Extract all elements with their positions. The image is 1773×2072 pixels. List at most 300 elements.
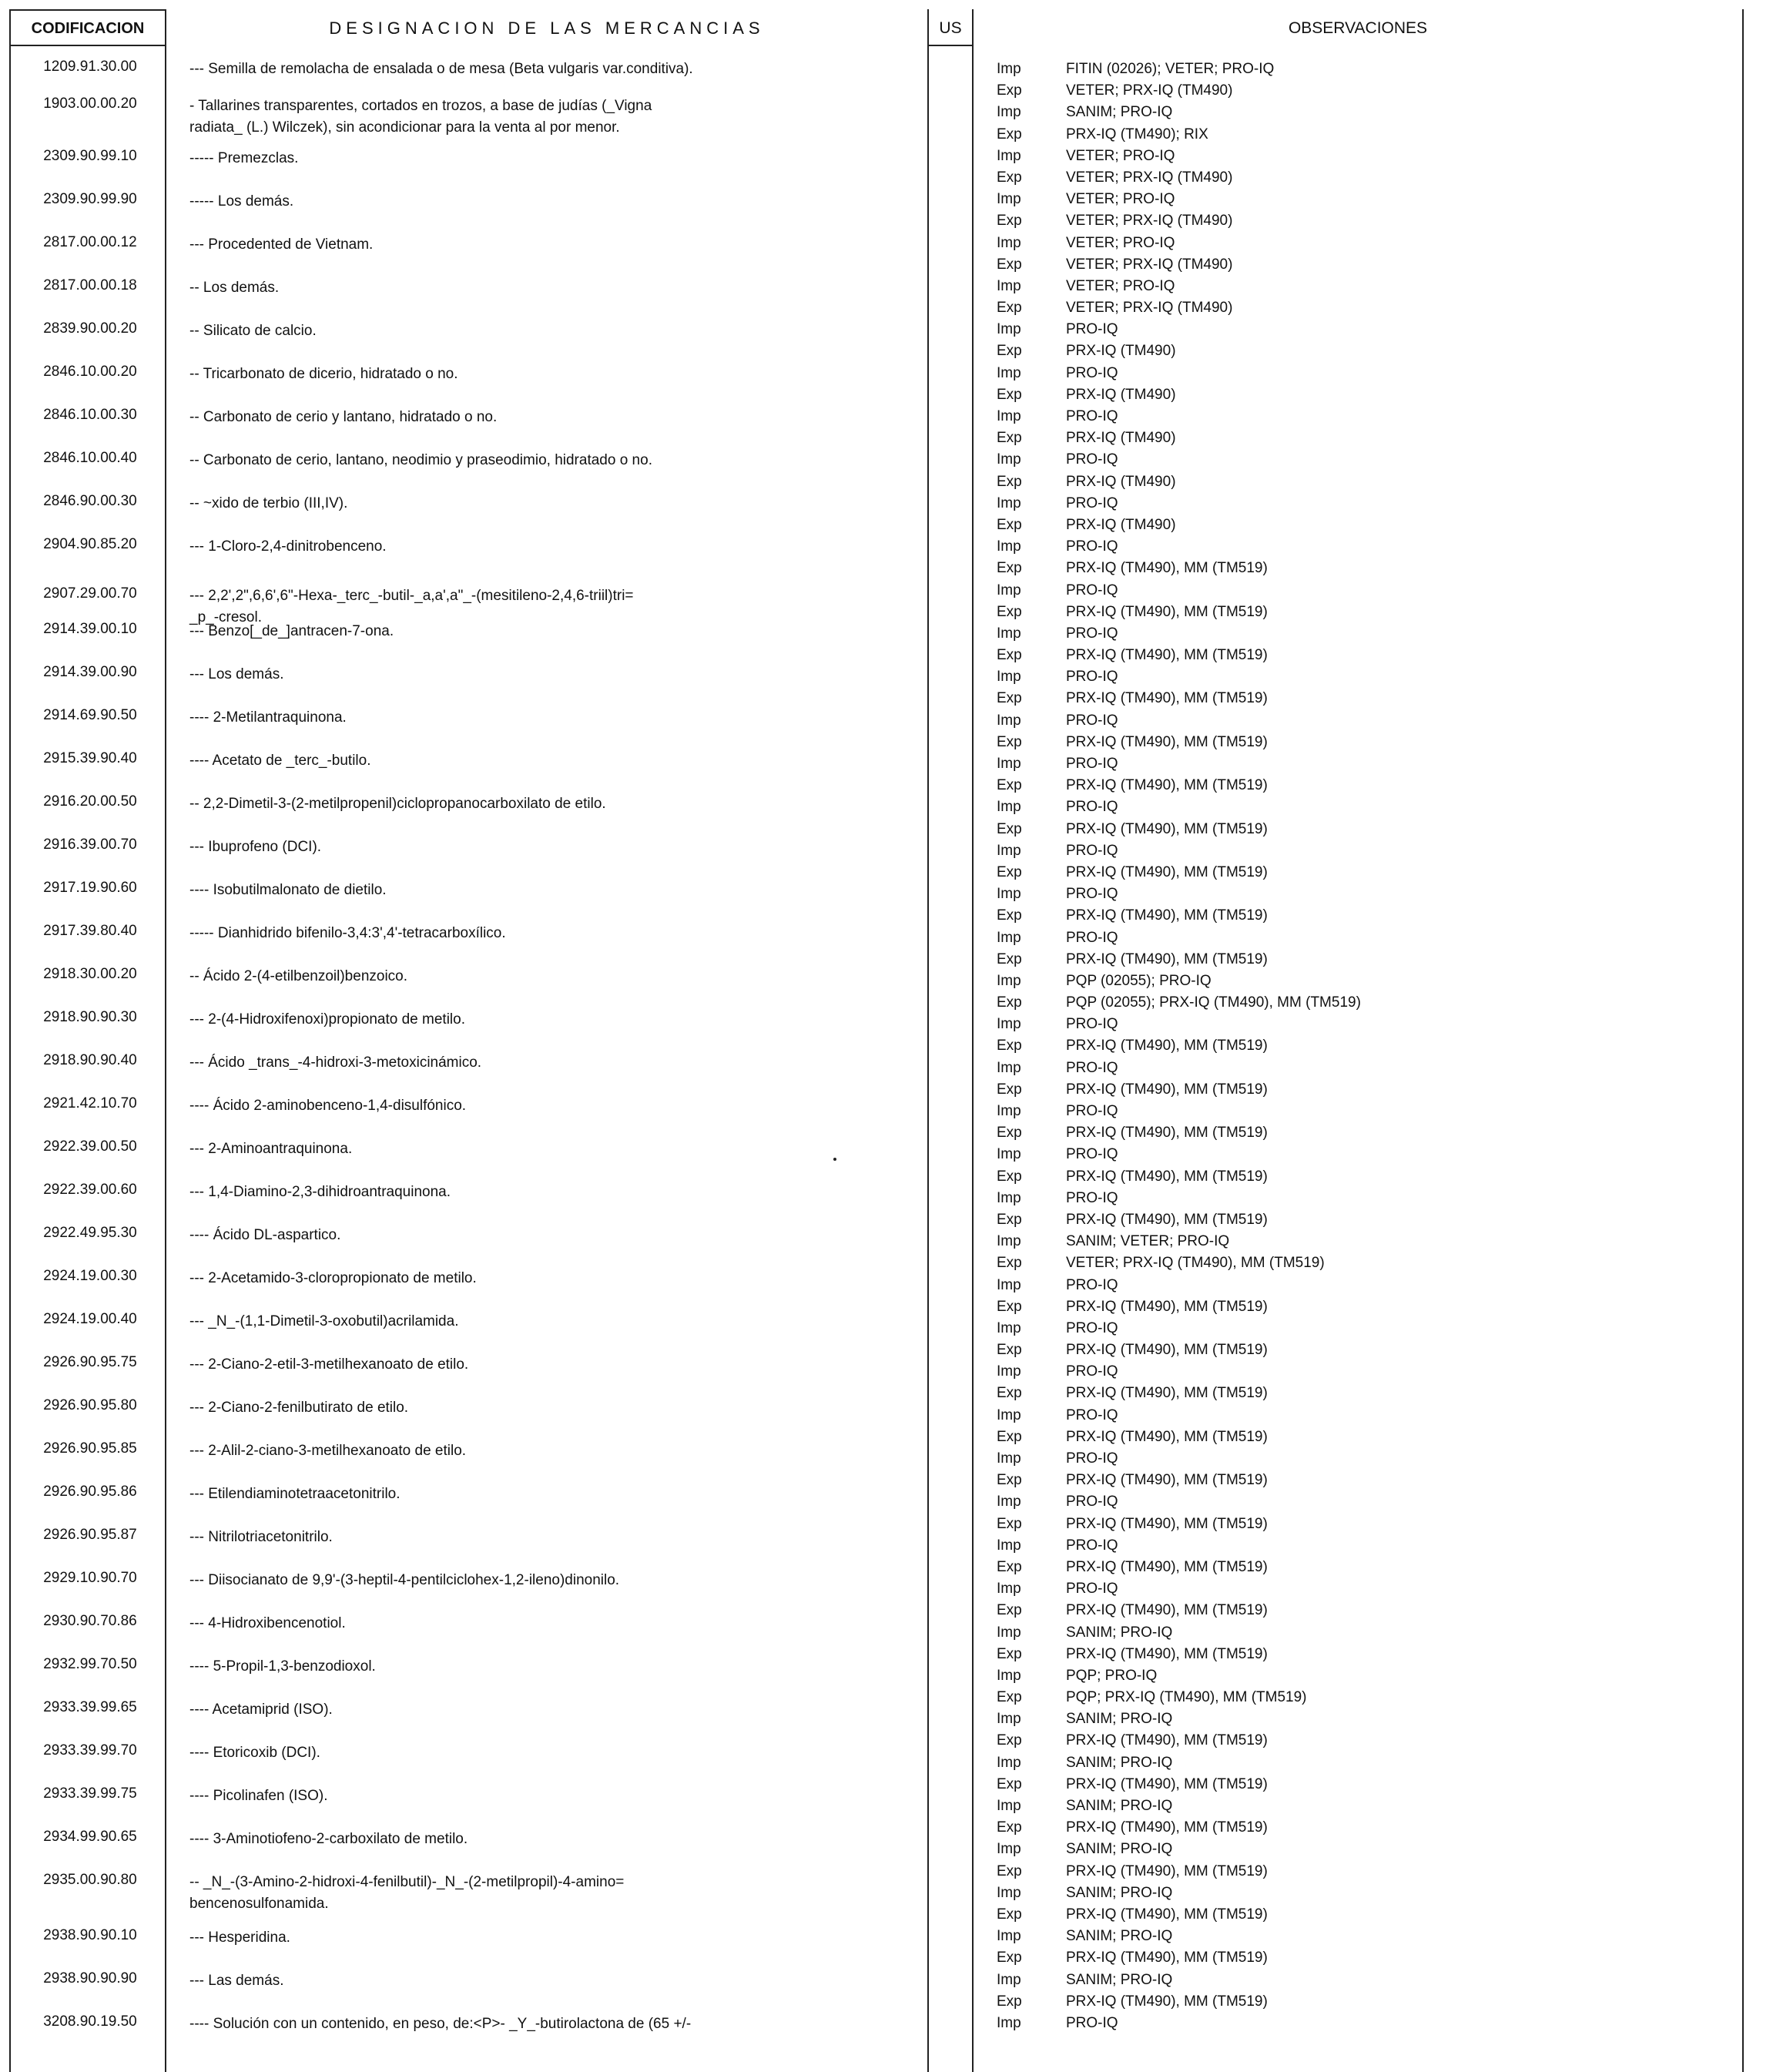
observacion-kind: Imp [997,147,1021,164]
row-code: 2914.69.90.50 [43,707,137,723]
observacion-line [997,1275,1767,1296]
row-description: --- 2-Ciano-2-etil-3-metilhexanoato de etilo. [189,1356,469,1373]
observacion-kind: Imp [997,972,1021,989]
observacion-text: PRO-IQ [1066,756,1118,772]
observacion-text: SANIM; PRO-IQ [1066,1928,1173,1945]
observacion-line [997,1687,1767,1708]
observacion-text: PRO-IQ [1066,712,1118,729]
observacion-line [997,1231,1767,1252]
row-description: --- 2-Aminoantraquinona. [189,1141,353,1157]
row-code: 2917.19.90.60 [43,880,137,896]
observacion-line [997,862,1767,883]
observacion-kind: Imp [997,2014,1021,2031]
row-description: ---- Acetamiprid (ISO). [189,1702,333,1718]
observacion-kind: Exp [997,1993,1022,2010]
observacion-line [997,1535,1767,1557]
observacion-line [997,1578,1767,1600]
row-description: --- Las demás. [189,1973,284,1989]
observacion-kind: Imp [997,1711,1021,1728]
observacion-text: PRO-IQ [1066,1189,1118,1206]
row-code: 2934.99.90.65 [43,1829,137,1845]
observacion-text: PRX-IQ (TM490), MM (TM519) [1066,1342,1268,1359]
observacion-kind: Exp [997,1862,1022,1879]
observacion-text: PRX-IQ (TM490) [1066,473,1176,490]
row-description: --- 2-Ciano-2-fenilbutirato de etilo. [189,1400,409,1416]
row-code: 2914.39.00.90 [43,664,137,680]
observacion-line [997,1101,1767,1122]
row-code: 2922.49.95.30 [43,1225,137,1241]
observacion-text: PRX-IQ (TM490), MM (TM519) [1066,1645,1268,1662]
observacion-text: SANIM; PRO-IQ [1066,1971,1173,1988]
observacion-line [997,1644,1767,1665]
observacion-kind: Exp [997,1906,1022,1923]
observacion-text: PRX-IQ (TM490), MM (TM519) [1066,1819,1268,1836]
observacion-line [997,1622,1767,1644]
row-code: 2915.39.90.40 [43,750,137,766]
observacion-kind: Imp [997,1319,1021,1336]
row-description: --- Nitrilotriacetonitrilo. [189,1529,333,1545]
observacion-text: PRX-IQ (TM490), MM (TM519) [1066,863,1268,880]
observacion-line [997,254,1767,276]
row-code: 2309.90.99.10 [43,148,137,164]
observacion-text: PRO-IQ [1066,1363,1118,1380]
row-code: 2935.00.90.80 [43,1872,137,1888]
row-description: --- Benzo[_de_]antracen-7-ona. [189,623,394,639]
row-code: 2846.10.00.40 [43,450,137,466]
observacion-kind: Exp [997,1558,1022,1575]
row-code: 2846.90.00.30 [43,493,137,509]
observacion-kind: Imp [997,669,1021,686]
row-description: ---- Etoricoxib (DCI). [189,1745,320,1761]
observacion-text: PRO-IQ [1066,1016,1118,1033]
observacion-kind: Imp [997,799,1021,816]
observacion-kind: Exp [997,1038,1022,1054]
row-code: 2926.90.95.75 [43,1354,137,1370]
observacion-kind: Imp [997,451,1021,468]
observacion-kind: Exp [997,777,1022,794]
observacion-line [997,471,1767,493]
observacion-line [997,1491,1767,1513]
observacion-line [997,992,1767,1014]
observacion-kind: Imp [997,1798,1021,1814]
observacion-text: PRO-IQ [1066,1103,1118,1119]
row-description: ----- Premezclas. [189,150,299,166]
observacion-text: PRO-IQ [1066,582,1118,598]
observacion-text: PRX-IQ (TM490), MM (TM519) [1066,1515,1268,1532]
observacion-line [997,840,1767,862]
observacion-text: PRO-IQ [1066,495,1118,511]
header-us: US [939,19,962,37]
observacion-text: PRX-IQ (TM490), MM (TM519) [1066,1385,1268,1402]
row-description: --- _N_-(1,1-Dimetil-3-oxobutil)acrilamida. [189,1313,459,1329]
row-description: -- Ácido 2-(4-etilbenzoil)benzoico. [189,968,408,984]
header-bottom-rule [9,45,165,46]
observacion-line [997,340,1767,362]
observacion-text: PRX-IQ (TM490) [1066,386,1176,403]
observacion-text: VETER; PRO-IQ [1066,234,1175,251]
row-code: 2930.90.70.86 [43,1613,137,1629]
observacion-kind: Exp [997,690,1022,707]
observacion-text: VETER; PRX-IQ (TM490) [1066,213,1233,230]
observacion-kind: Imp [997,104,1021,121]
observacion-line [997,732,1767,753]
observaciones-list [997,59,1767,2034]
observacion-line [997,1209,1767,1231]
row-description: -- ~xido de terbio (III,IV). [189,495,348,511]
observacion-line [997,1427,1767,1448]
observacion-kind: Imp [997,625,1021,642]
row-description: --- 2-(4-Hidroxifenoxi)propionato de metilo. [189,1011,465,1028]
observacion-line [997,883,1767,905]
row-description: ----- Los demás. [189,193,294,210]
row-code: 2846.10.00.20 [43,364,137,380]
row-code: 2926.90.95.86 [43,1484,137,1500]
observacion-text: PRO-IQ [1066,1276,1118,1293]
observacion-text: PRX-IQ (TM490) [1066,516,1176,533]
observacion-kind: Imp [997,1884,1021,1901]
observacion-text: PRX-IQ (TM490), MM (TM519) [1066,777,1268,794]
observacion-line [997,102,1767,123]
observacion-kind: Exp [997,126,1022,142]
observacion-kind: Exp [997,1342,1022,1359]
table-border-left [9,9,11,2072]
observacion-line [997,210,1767,232]
observacion-line [997,1557,1767,1578]
row-description: ---- Ácido DL-aspartico. [189,1227,341,1243]
observacion-line [997,1448,1767,1470]
observacion-text: PRO-IQ [1066,1406,1118,1423]
observacion-kind: Imp [997,886,1021,903]
observacion-kind: Exp [997,256,1022,273]
header-codificacion: CODIFICACION [31,19,145,37]
row-description: --- Los demás. [189,666,284,682]
observacion-text: PRX-IQ (TM490), MM (TM519) [1066,1125,1268,1142]
observacion-line [997,297,1767,319]
row-description: --- Diisocianato de 9,9'-(3-heptil-4-pentilciclohex-1,2-ileno)dinonilo. [189,1572,620,1588]
row-code: 2921.42.10.70 [43,1095,137,1111]
row-code: 2932.99.70.50 [43,1656,137,1672]
observacion-text: PRX-IQ (TM490), MM (TM519) [1066,1211,1268,1228]
observacion-text: PRO-IQ [1066,408,1118,424]
row-description: ---- Picolinafen (ISO). [189,1788,328,1804]
observacion-line [997,623,1767,645]
observacion-text: SANIM; PRO-IQ [1066,1624,1173,1641]
observacion-kind: Imp [997,1450,1021,1467]
observacion-text: SANIM; PRO-IQ [1066,1884,1173,1901]
row-description: -- Tricarbonato de dicerio, hidratado o no. [189,366,458,382]
observacion-kind: Exp [997,1385,1022,1402]
observacion-kind: Imp [997,1494,1021,1510]
observacion-line [997,1665,1767,1687]
observacion-text: PRX-IQ (TM490), MM (TM519) [1066,1081,1268,1098]
observacion-kind: Imp [997,1841,1021,1858]
row-code: 3208.90.19.50 [43,2013,137,2030]
observacion-kind: Exp [997,516,1022,533]
row-description: -- Carbonato de cerio, lantano, neodimio y praseodimio, hidratado o no. [189,452,652,468]
observacion-text: PRX-IQ (TM490), MM (TM519) [1066,1732,1268,1749]
row-description: - Tallarines transparentes, cortados en trozos, a base de judías (_Vigna radiata_ (L.) Wilczek), sin acondicionar para la venta al por menor. [189,98,652,136]
observacion-text: SANIM; PRO-IQ [1066,1711,1173,1728]
observacion-text: PRX-IQ (TM490) [1066,430,1176,447]
row-code: 2817.00.00.18 [43,277,137,293]
row-description: --- 2-Acetamido-3-cloropropionato de metilo. [189,1270,477,1286]
row-code: 2922.39.00.60 [43,1182,137,1198]
observacion-kind: Exp [997,82,1022,99]
row-code: 2904.90.85.20 [43,536,137,552]
observacion-kind: Imp [997,1624,1021,1641]
observacion-line [997,536,1767,558]
observacion-kind: Exp [997,1645,1022,1662]
observacion-kind: Exp [997,907,1022,924]
observacion-line [997,796,1767,818]
row-code: 1903.00.00.20 [43,96,137,112]
observacion-line [997,1122,1767,1144]
row-code: 2918.90.90.30 [43,1009,137,1025]
observacion-text: SANIM; PRO-IQ [1066,1841,1173,1858]
observacion-text: PQP; PRX-IQ (TM490), MM (TM519) [1066,1689,1307,1706]
observacion-kind: Exp [997,1081,1022,1098]
observacion-line [997,1947,1767,1969]
observacion-text: PRO-IQ [1066,538,1118,555]
observacion-line [997,1361,1767,1383]
observacion-text: PRX-IQ (TM490), MM (TM519) [1066,1906,1268,1923]
observacion-kind: Exp [997,1211,1022,1228]
observacion-kind: Imp [997,277,1021,294]
observacion-line [997,819,1767,840]
observacion-kind: Exp [997,1515,1022,1532]
observacion-text: PRX-IQ (TM490), MM (TM519) [1066,820,1268,837]
observacion-line [997,666,1767,688]
observacion-kind: Imp [997,191,1021,208]
observacion-line [997,688,1767,709]
observacion-line [997,1708,1767,1730]
observacion-kind: Exp [997,994,1022,1011]
observacion-text: PRO-IQ [1066,2014,1118,2031]
observacion-kind: Imp [997,1928,1021,1945]
observacion-line [997,1861,1767,1883]
observacion-text: PRX-IQ (TM490), MM (TM519) [1066,1038,1268,1054]
observacion-kind: Exp [997,733,1022,750]
observacion-line [997,1774,1767,1795]
observacion-kind: Imp [997,408,1021,424]
observacion-kind: Imp [997,1276,1021,1293]
column-divider [165,9,166,2072]
observacion-line [997,1970,1767,1991]
observacion-text: PRO-IQ [1066,1494,1118,1510]
observacion-text: PRO-IQ [1066,799,1118,816]
observacion-line [997,80,1767,102]
row-code: 2933.39.99.70 [43,1742,137,1759]
observacion-kind: Exp [997,1732,1022,1749]
observacion-text: VETER; PRX-IQ (TM490), MM (TM519) [1066,1255,1325,1272]
row-code: 2916.20.00.50 [43,793,137,810]
row-code: 2926.90.95.85 [43,1440,137,1457]
header-bottom-rule [927,45,974,46]
observacion-text: PRX-IQ (TM490), MM (TM519) [1066,1472,1268,1489]
row-description: --- Semilla de remolacha de ensalada o de mesa (Beta vulgaris var.conditiva). [189,61,693,77]
observacion-text: PRO-IQ [1066,1450,1118,1467]
row-code: 2933.39.99.75 [43,1785,137,1802]
row-description: --- Procedented de Vietnam. [189,236,374,253]
row-code: 2922.39.00.50 [43,1138,137,1155]
observacion-text: PRX-IQ (TM490), MM (TM519) [1066,1602,1268,1619]
row-code: 2924.19.00.40 [43,1311,137,1327]
observacion-kind: Exp [997,647,1022,664]
observacion-line [997,927,1767,949]
observacion-kind: Exp [997,1298,1022,1315]
observacion-line [997,1470,1767,1491]
observacion-kind: Exp [997,1775,1022,1792]
observacion-text: PRX-IQ (TM490), MM (TM519) [1066,603,1268,620]
observacion-kind: Imp [997,1667,1021,1684]
observacion-text: PRO-IQ [1066,1146,1118,1163]
observacion-kind: Imp [997,1016,1021,1033]
observacion-line [997,1079,1767,1101]
observacion-text: VETER; PRX-IQ (TM490) [1066,256,1233,273]
row-code: 2817.00.00.12 [43,234,137,250]
observacion-line [997,1188,1767,1209]
observacion-kind: Imp [997,1406,1021,1423]
row-description: ---- Acetato de _terc_-butilo. [189,753,371,769]
observacion-text: PRX-IQ (TM490), MM (TM519) [1066,733,1268,750]
observacion-kind: Imp [997,1971,1021,1988]
observacion-kind: Imp [997,1189,1021,1206]
observacion-text: PRX-IQ (TM490), MM (TM519) [1066,1950,1268,1966]
row-code: 2846.10.00.30 [43,407,137,423]
observacion-text: VETER; PRX-IQ (TM490) [1066,169,1233,186]
observacion-kind: Exp [997,560,1022,577]
observacion-text: PRO-IQ [1066,1319,1118,1336]
row-description: --- 4-Hidroxibencenotiol. [189,1615,346,1631]
observacion-kind: Imp [997,842,1021,859]
observacion-line [997,146,1767,167]
observacion-text: PRX-IQ (TM490), MM (TM519) [1066,907,1268,924]
observacion-line [997,167,1767,189]
observacion-text: PRX-IQ (TM490), MM (TM519) [1066,647,1268,664]
observacion-text: PRX-IQ (TM490), MM (TM519) [1066,1558,1268,1575]
row-description: --- Ibuprofeno (DCI). [189,839,322,855]
row-description: --- 1-Cloro-2,4-dinitrobenceno. [189,538,387,555]
observacion-line [997,1926,1767,1947]
row-code: 2926.90.95.80 [43,1397,137,1413]
observacion-text: FITIN (02026); VETER; PRO-IQ [1066,61,1275,77]
observacion-line [997,319,1767,340]
observacion-line [997,427,1767,449]
observacion-text: PRO-IQ [1066,364,1118,381]
observacion-kind: Exp [997,169,1022,186]
observacion-text: PRX-IQ (TM490), MM (TM519) [1066,1993,1268,2010]
observacion-kind: Imp [997,1103,1021,1119]
observacion-line [997,1405,1767,1427]
observacion-line [997,1904,1767,1926]
row-code: 2839.90.00.20 [43,320,137,337]
observacion-line [997,1144,1767,1165]
row-code: 2918.30.00.20 [43,966,137,982]
observacion-line [997,406,1767,427]
row-description: ---- Ácido 2-aminobenceno-1,4-disulfónico. [189,1098,467,1114]
observacion-text: PRX-IQ (TM490) [1066,343,1176,360]
observacion-line [997,1318,1767,1339]
observacion-line [997,971,1767,992]
observacion-line [997,363,1767,384]
observacion-kind: Exp [997,1255,1022,1272]
observacion-text: PRO-IQ [1066,1059,1118,1076]
row-description: ---- Solución con un contenido, en peso, de:<P>- _Y_-butirolactona de (65 +/- [189,2016,692,2032]
observacion-line [997,189,1767,210]
row-code: 2933.39.99.65 [43,1699,137,1715]
observacion-kind: Imp [997,1233,1021,1250]
row-description: ---- 2-Metilantraquinona. [189,709,347,726]
header-observaciones: OBSERVACIONES [1288,19,1428,37]
observacion-line [997,1296,1767,1318]
observacion-kind: Imp [997,1581,1021,1598]
row-description: --- Ácido _trans_-4-hidroxi-3-metoxicinámico. [189,1054,482,1071]
observacion-kind: Exp [997,300,1022,317]
observacion-text: PRO-IQ [1066,669,1118,686]
observacion-kind: Imp [997,1537,1021,1554]
observacion-text: PRX-IQ (TM490), MM (TM519) [1066,1168,1268,1185]
observacion-line [997,1839,1767,1860]
observacion-line [997,1166,1767,1188]
row-code: 2926.90.95.87 [43,1527,137,1543]
observacion-line [997,1252,1767,1274]
observacion-kind: Exp [997,951,1022,967]
observacion-text: SANIM; PRO-IQ [1066,1798,1173,1814]
observacion-line [997,124,1767,146]
observacion-text: PRX-IQ (TM490); RIX [1066,126,1208,142]
observacion-text: PRX-IQ (TM490), MM (TM519) [1066,1298,1268,1315]
observacion-line [997,602,1767,623]
observacion-kind: Imp [997,929,1021,946]
observacion-text: VETER; PRO-IQ [1066,277,1175,294]
observacion-line [997,59,1767,80]
row-description: ---- 5-Propil-1,3-benzodioxol. [189,1658,376,1675]
observacion-text: SANIM; PRO-IQ [1066,1754,1173,1771]
observacion-kind: Exp [997,603,1022,620]
row-description: --- 2,2',2",6,6',6"-Hexa-_terc_-butil-_a,a',a"_-(mesitileno-2,4,6-triil)tri= _p_-cresol. [189,588,634,625]
row-description: ---- 3-Aminotiofeno-2-carboxilato de metilo. [189,1831,468,1847]
row-description: -- Los demás. [189,280,280,296]
row-code: 2907.29.00.70 [43,585,137,602]
row-code: 2924.19.00.30 [43,1268,137,1284]
observacion-line [997,276,1767,297]
observacion-text: PRO-IQ [1066,1581,1118,1598]
observacion-kind: Imp [997,538,1021,555]
observacion-kind: Imp [997,495,1021,511]
observacion-text: PRO-IQ [1066,451,1118,468]
observacion-kind: Exp [997,473,1022,490]
row-code: 2918.90.90.40 [43,1052,137,1068]
observacion-kind: Imp [997,61,1021,77]
row-code: 1209.91.30.00 [43,59,137,75]
observacion-text: PRX-IQ (TM490), MM (TM519) [1066,1428,1268,1445]
observacion-text: PRX-IQ (TM490), MM (TM519) [1066,1862,1268,1879]
observacion-line [997,1383,1767,1404]
observacion-kind: Imp [997,582,1021,598]
observacion-kind: Exp [997,1819,1022,1836]
observacion-kind: Exp [997,1689,1022,1706]
observacion-kind: Exp [997,1168,1022,1185]
observacion-line [997,1014,1767,1035]
observacion-text: VETER; PRO-IQ [1066,147,1175,164]
observacion-line [997,1730,1767,1752]
row-description: -- 2,2-Dimetil-3-(2-metilpropenil)ciclopropanocarboxilato de etilo. [189,796,606,812]
observacion-line [997,1514,1767,1535]
row-code: 2914.39.00.10 [43,621,137,637]
observacion-text: PRX-IQ (TM490), MM (TM519) [1066,1775,1268,1792]
observacion-line [997,1883,1767,1904]
observacion-kind: Imp [997,1754,1021,1771]
